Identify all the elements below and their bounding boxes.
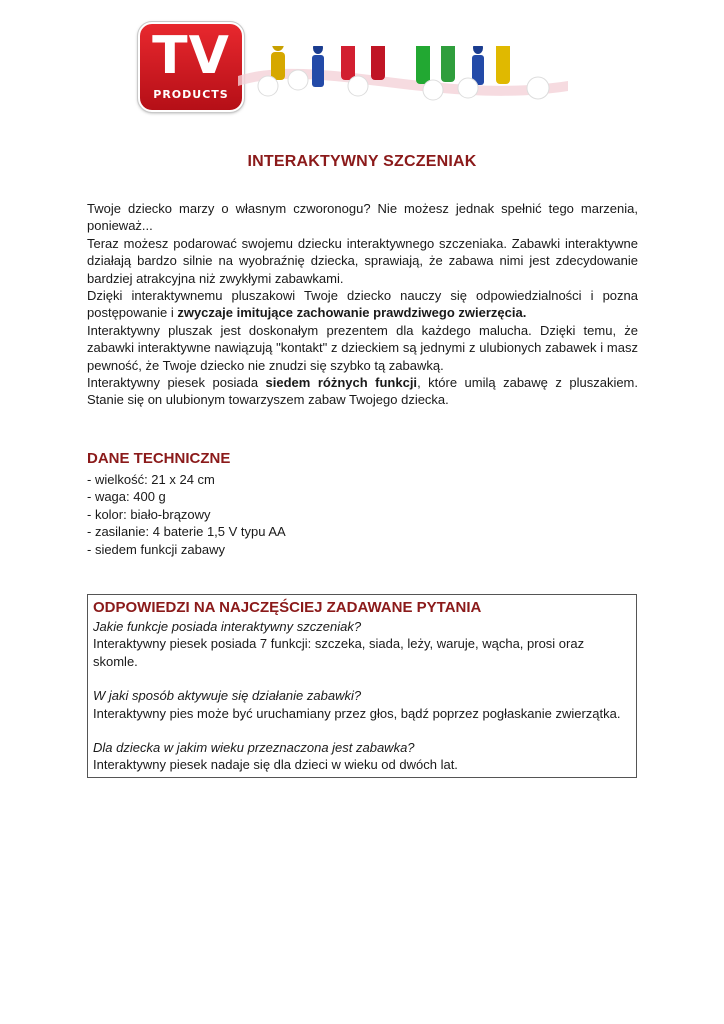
logo-sub-text: PRODUCTS [153,88,229,101]
faq-spacer [93,722,631,739]
faq-answer-1: Interaktywny piesek posiada 7 funkcji: szczeka, siada, leży, waruje, wącha, prosi oraz skomle. [93,636,585,669]
intro-paragraph-5-bold: siedem różnych funkcji [265,375,418,391]
faq-heading: ODPOWIEDZI NA NAJCZĘŚCIEJ ZADAWANE PYTANIA [93,599,482,616]
intro-text [87,200,638,409]
intro-paragraph-5 [87,374,638,409]
faq-question-1: Jakie funkcje posiada interaktywny szczeniak? [93,619,362,634]
faq-answer-2: Interaktywny pies może być uruchamiany przez głos, bądź poprzez pogłaskanie zwierzątka. [93,705,621,721]
logo-main-text: TV [152,26,230,86]
page-title: INTERAKTYWNY SZCZENIAK [247,153,477,170]
intro-paragraph-3 [87,287,638,322]
intro-paragraph-3-bold: zwyczaje imitujące zachowanie prawdziwego zwierzęcia. [177,305,527,321]
intro-paragraph-5-end: , które umilą zabawę z pluszakiem. Stanie się on ulubionym towarzyszem zabaw Twojego dziecka. [87,375,638,408]
intro-paragraph-1: Twoje dziecko marzy o własnym czworonogu? Nie możesz jednak spełnić tego marzenia, ponieważ... [87,201,638,234]
header-banner [130,12,575,112]
intro-paragraph-3-text: Dzięki interaktywnemu pluszakowi Twoje dziecko nauczy się odpowiedzialności i pozna postępowanie i [87,288,638,321]
intro-paragraph-2: Teraz możesz podarować swojemu dziecku interaktywnego szczeniaka. Zabawki interaktywne działają bardzo silnie na wyobraźnię dziecka, sprawiają, że zabawa nimi jest zdecydowanie bardziej atrakcyjna niż zwykłymi zabawkami. [87,235,638,286]
tech-item-weight: - waga: 400 g [87,489,166,505]
tech-item-power: - zasilanie: 4 baterie 1,5 V typu AA [87,524,286,540]
intro-paragraph-5-start: Interaktywny piesek posiada [87,375,266,391]
tv-products-logo [138,22,244,112]
faq-answer-3: Interaktywny piesek nadaje się dla dzieci w wieku od dwóch lat. [93,757,458,773]
faq-question-2: W jaki sposób aktywuje się działanie zabawki? [93,688,362,704]
faq-question-3: Dla dziecka w jakim wieku przeznaczona jest zabawka? [93,740,415,756]
faq-box [87,594,637,778]
faq-spacer [93,670,631,687]
tech-heading: DANE TECHNICZNE [87,450,231,467]
banner-illustration [238,46,568,106]
tech-item-size: - wielkość: 21 x 24 cm [87,472,215,487]
tech-list [87,471,587,558]
tech-item-color: - kolor: biało-brązowy [87,506,211,522]
tech-item-functions: - siedem funkcji zabawy [87,541,225,557]
intro-paragraph-4: Interaktywny pluszak jest doskonałym prezentem dla każdego malucha. Dzięki temu, że zabawki interaktywne nawiązują "kontakt" z dzieckiem są jednymi z ulubionych zabawek i masz pewność, że Twoje dziecko nie znudzi się szybko tą zabawką. [87,322,638,373]
